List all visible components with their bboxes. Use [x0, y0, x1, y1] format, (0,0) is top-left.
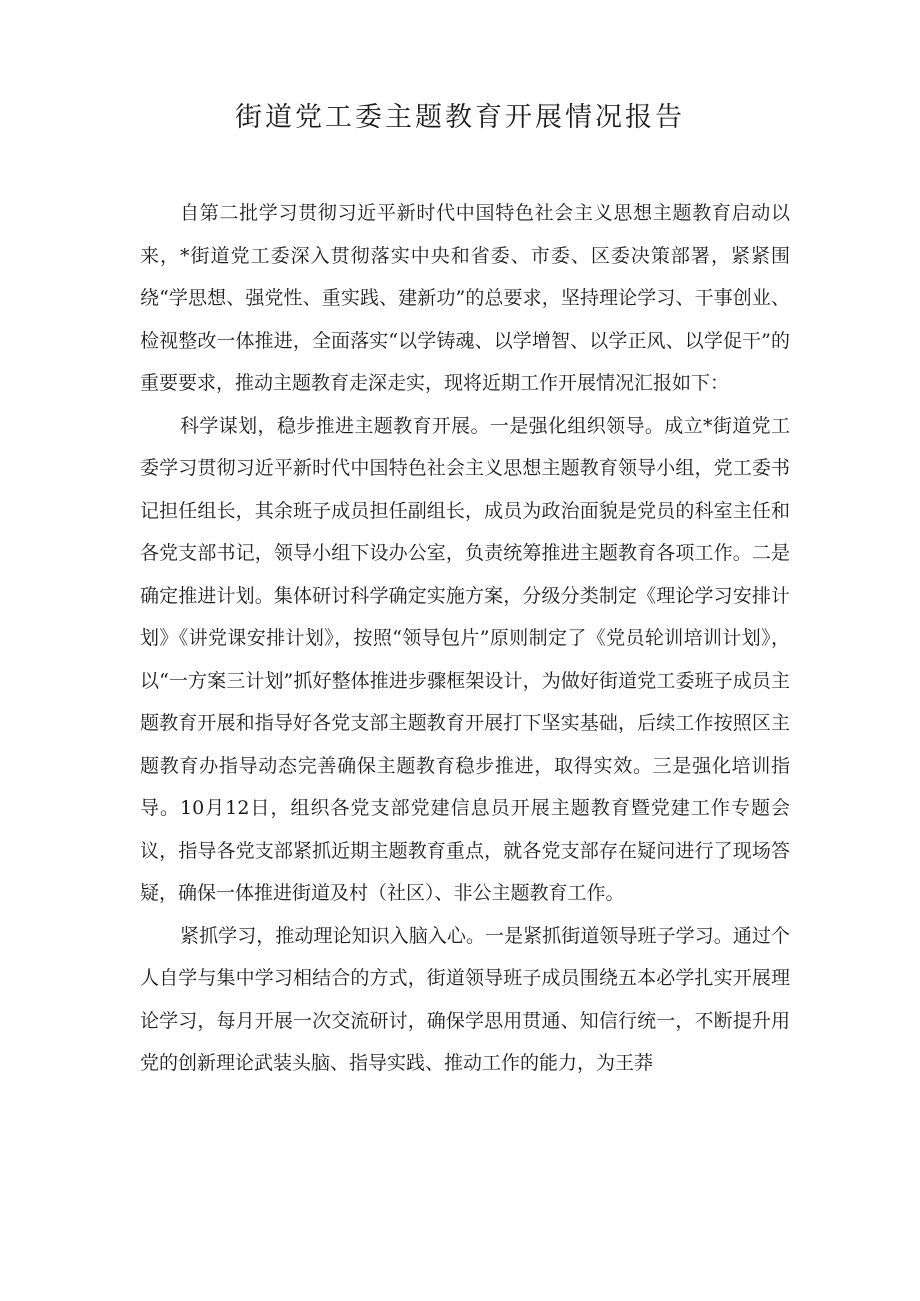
paragraph-intro: 自第二批学习贯彻习近平新时代中国特色社会主义思想主题教育启动以来，*街道党工委深入贯彻落实中央和省委、市委、区委决策部署，紧紧围绕“学思想、强党性、重实践、建新功”的总要求，坚持理论学习、干事创业、检视整改一体推进，全面落实“以学铸魂、以学增智、以学正风、以学促干”的重要要求，推动主题教育走深走实，现将近期工作开展情况汇报如下：	[140, 202, 790, 394]
paragraph-planning: 科学谋划，稳步推进主题教育开展。一是强化组织领导。成立*街道党工委学习贯彻习近平新时代中国特色社会主义思想主题教育领导小组，党工委书记担任组长，其余班子成员担任副组长，成员为政治面貌是党员的科室主任和各党支部书记，领导小组下设办公室，负责统筹推进主题教育各项工作。二是确定推进计划。集体研讨科学确定实施方案，分级分类制定《理论学习安排计划》《讲党课安排计划》，按照“领导包片”原则制定了《党员轮训培训计划》，以“一方案三计划”抓好整体推进步骤框架设计，为做好街道党工委班子成员主题教育开展和指导好各党支部主题教育开展打下坚实基础，后续工作按照区主题教育办指导动态完善确保主题教育稳步推进，取得实效。三是强化培训指导。10月12日，组织各党支部党建信息员开展主题教育暨党建工作专题会议，指导各党支部紧抓近期主题教育重点，就各党支部存在疑问进行了现场答疑，确保一体推进街道及村（社区）、非公主题教育工作。	[140, 414, 790, 904]
document-title: 街道党工委主题教育开展情况报告	[235, 102, 685, 133]
document-body	[140, 192, 790, 1085]
paragraph-study: 紧抓学习，推动理论知识入脑入心。一是紧抓街道领导班子学习。通过个人自学与集中学习相结合的方式，街道领导班子成员围绕五本必学扎实开展理论学习，每月开展一次交流研讨，确保学思用贯通、知信行统一，不断提升用党的创新理论武装头脑、指导实践、推动工作的能力，为王莽	[140, 924, 790, 1074]
